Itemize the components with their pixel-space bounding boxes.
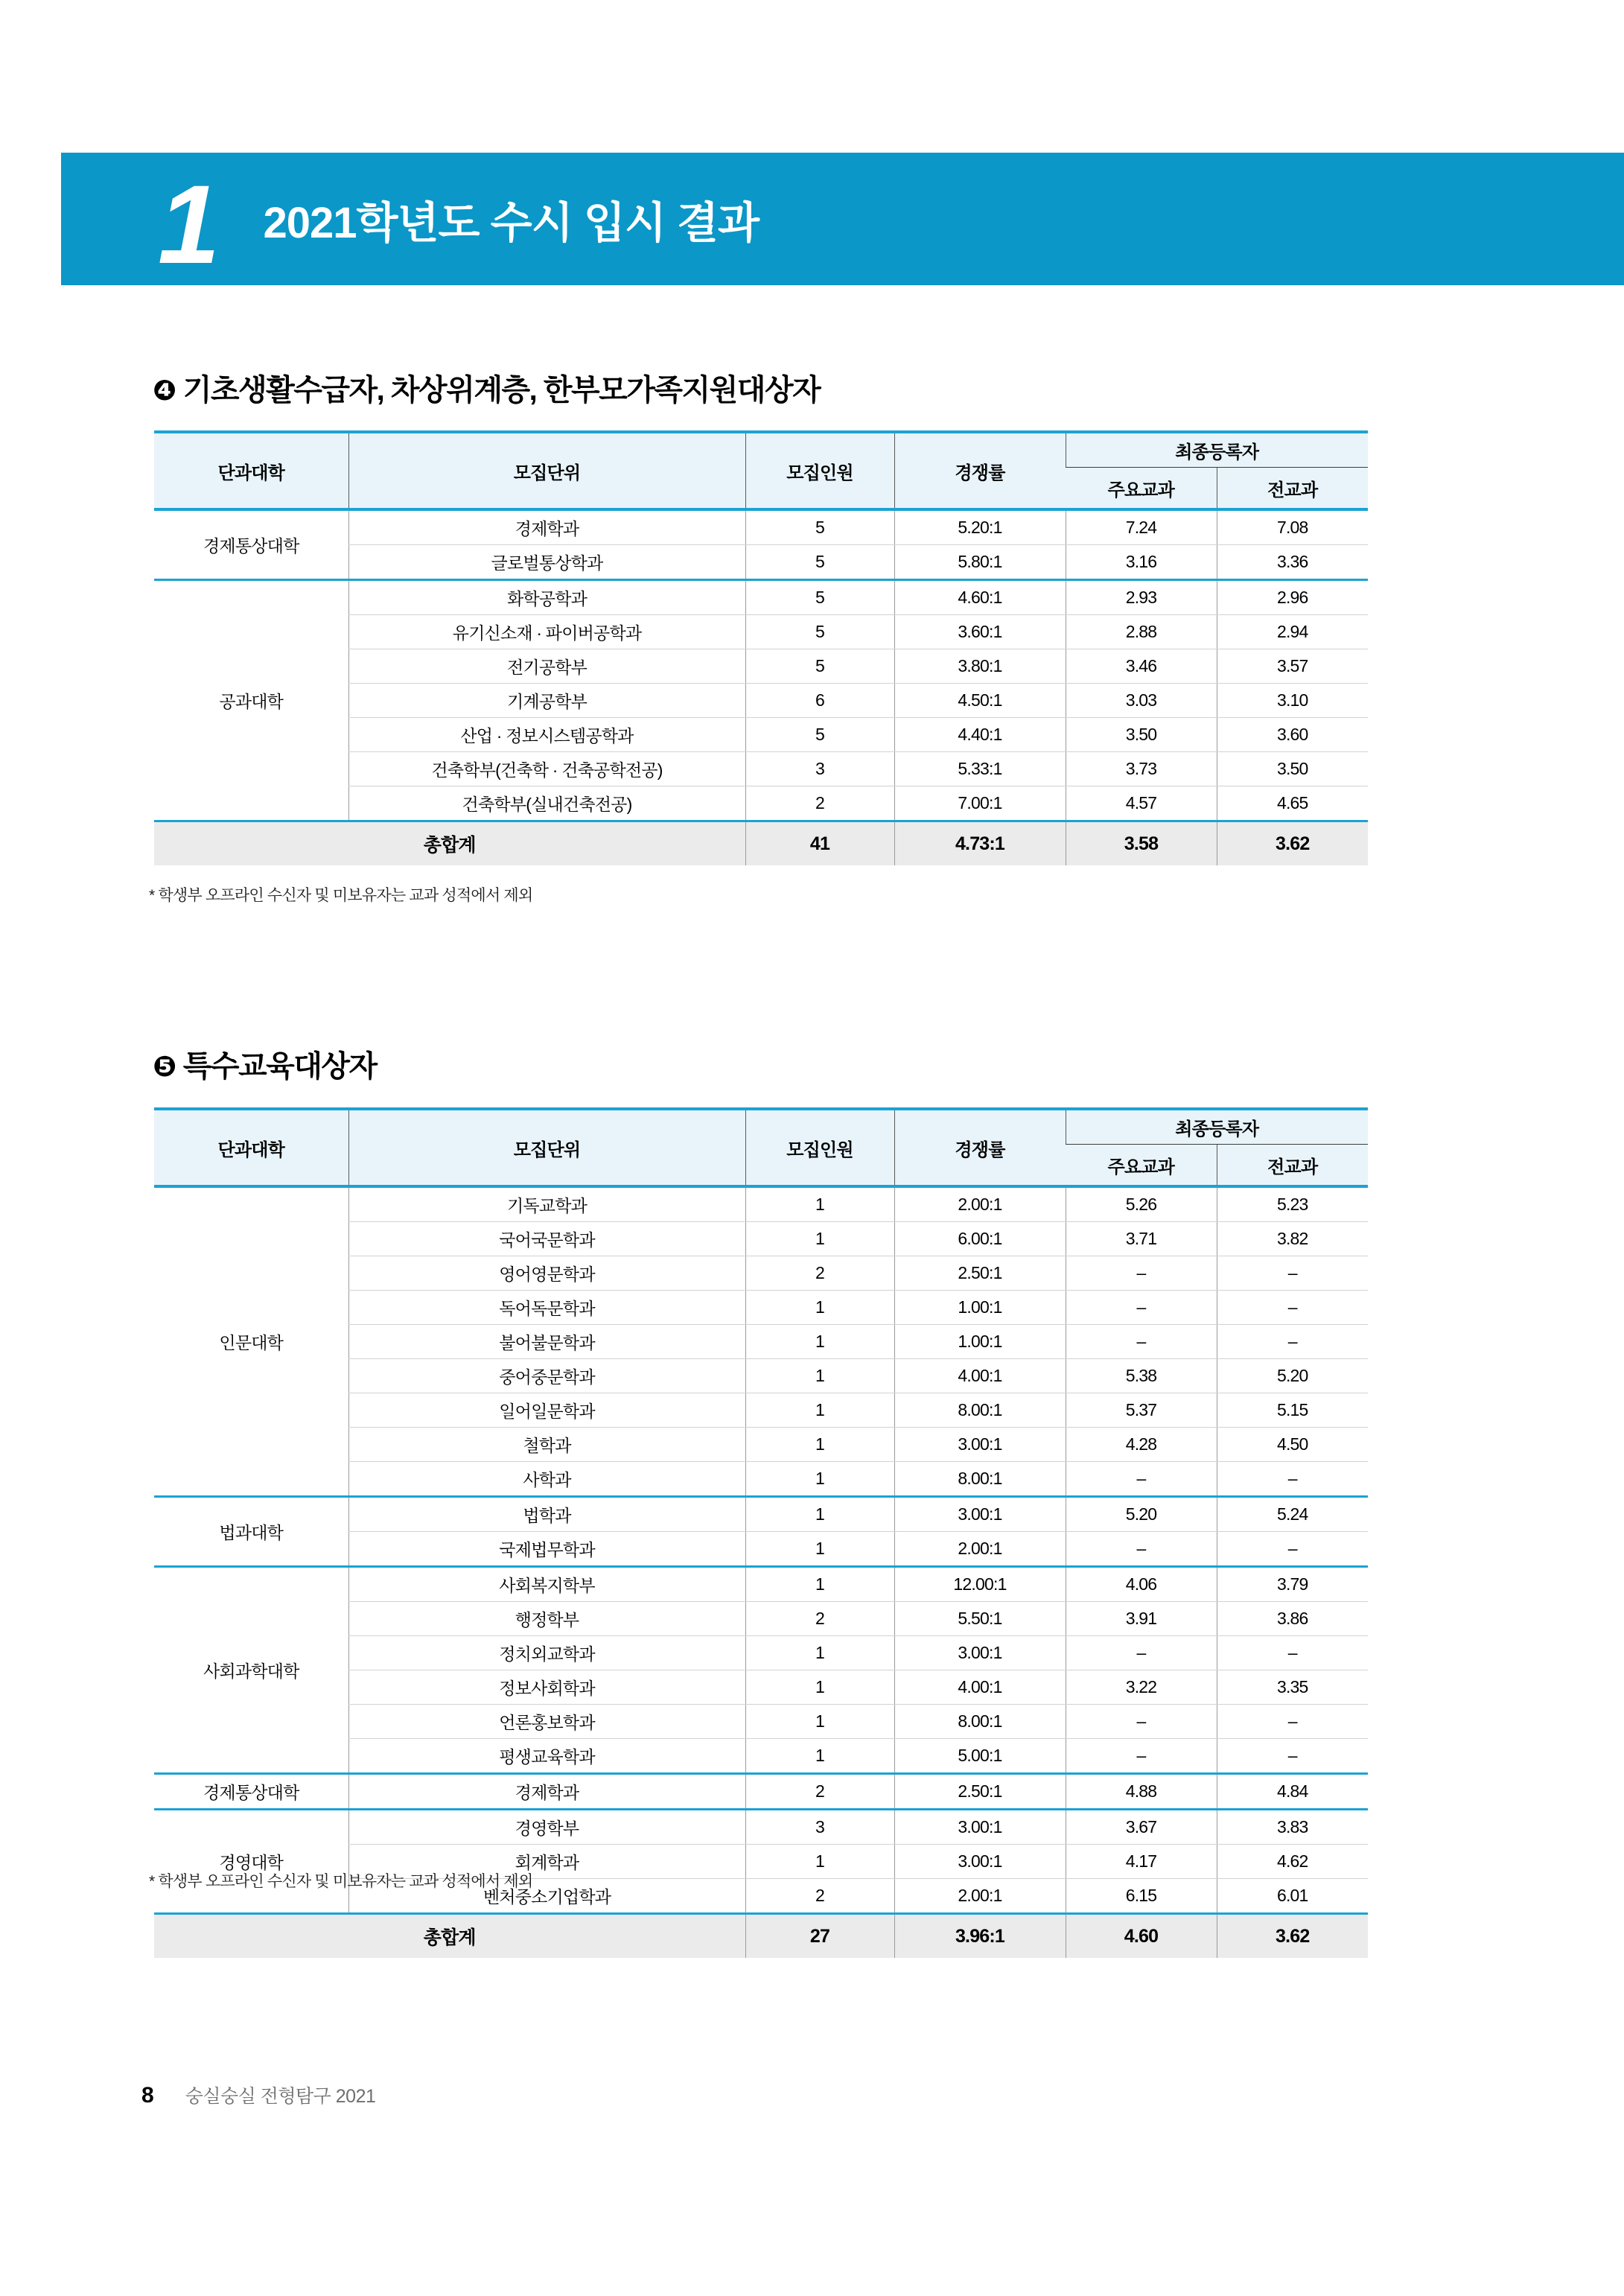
col-header-quota: 모집인원 <box>745 432 894 509</box>
cell-all-subjects: 3.35 <box>1217 1670 1368 1705</box>
cell-quota: 1 <box>745 1705 894 1739</box>
cell-ratio: 1.00:1 <box>894 1291 1066 1325</box>
cell-major-subjects: 3.71 <box>1066 1222 1217 1256</box>
cell-major-subjects: 5.26 <box>1066 1186 1217 1222</box>
col-header-college: 단과대학 <box>154 1109 348 1186</box>
table-row <box>154 580 1368 615</box>
cell-all-subjects: 2.96 <box>1217 580 1368 615</box>
cell-all-subjects: 6.01 <box>1217 1879 1368 1914</box>
cell-all-subjects: – <box>1217 1325 1368 1359</box>
cell-quota: 3 <box>745 1810 894 1845</box>
cell-unit: 벤처중소기업학과 <box>348 1879 745 1914</box>
cell-ratio: 3.00:1 <box>894 1428 1066 1462</box>
cell-college: 경영대학 <box>219 1853 284 1872</box>
cell-major-subjects: 3.91 <box>1066 1602 1217 1636</box>
cell-major-subjects: 6.15 <box>1066 1879 1217 1914</box>
cell-unit: 평생교육학과 <box>348 1739 745 1774</box>
cell-all-subjects: – <box>1217 1532 1368 1567</box>
cell-unit: 산업 · 정보시스템공학과 <box>348 718 745 752</box>
cell-quota: 1 <box>745 1636 894 1670</box>
cell-college: 법과대학 <box>154 1497 348 1567</box>
table-body-special-education <box>154 1186 1368 1958</box>
footnote-basic-livelihood: * 학생부 오프라인 수신자 및 미보유자는 교과 성적에서 제외 <box>149 887 533 904</box>
table-row <box>154 1497 1368 1532</box>
cell-major-subjects: 3.22 <box>1066 1670 1217 1705</box>
cell-total-quota: 27 <box>745 1914 894 1959</box>
cell-major-subjects: – <box>1066 1532 1217 1567</box>
col-header-major-subjects: 주요교과 <box>1066 468 1217 510</box>
cell-total-all-subjects: 3.62 <box>1217 1914 1368 1959</box>
cell-quota: 5 <box>745 509 894 545</box>
cell-major-subjects: 3.16 <box>1066 545 1217 580</box>
cell-unit: 영어영문학과 <box>348 1256 745 1291</box>
cell-ratio: 3.00:1 <box>894 1810 1066 1845</box>
cell-quota: 1 <box>745 1428 894 1462</box>
cell-major-subjects: 2.88 <box>1066 615 1217 649</box>
cell-quota: 1 <box>745 1325 894 1359</box>
cell-ratio: 2.50:1 <box>894 1256 1066 1291</box>
cell-ratio: 5.33:1 <box>894 752 1066 786</box>
cell-quota: 6 <box>745 684 894 718</box>
cell-ratio: 3.00:1 <box>894 1845 1066 1879</box>
cell-quota: 2 <box>745 1256 894 1291</box>
cell-ratio: 4.00:1 <box>894 1359 1066 1393</box>
cell-total-label: 총합계 <box>154 821 745 866</box>
cell-all-subjects: 3.60 <box>1217 718 1368 752</box>
cell-major-subjects: – <box>1066 1291 1217 1325</box>
cell-ratio: 3.60:1 <box>894 615 1066 649</box>
cell-ratio: 5.80:1 <box>894 545 1066 580</box>
cell-major-subjects: 5.38 <box>1066 1359 1217 1393</box>
cell-unit: 정보사회학과 <box>348 1670 745 1705</box>
cell-quota: 1 <box>745 1359 894 1393</box>
table-special-education <box>154 1107 1368 1958</box>
cell-college: 경제통상대학 <box>154 1774 348 1810</box>
cell-quota: 5 <box>745 649 894 684</box>
cell-unit: 글로벌통상학과 <box>348 545 745 580</box>
cell-ratio: 2.00:1 <box>894 1186 1066 1222</box>
col-header-major-subjects: 주요교과 <box>1066 1145 1217 1187</box>
cell-all-subjects: 3.10 <box>1217 684 1368 718</box>
cell-all-subjects: 4.62 <box>1217 1845 1368 1879</box>
col-header-final-enrolled: 최종등록자 <box>1066 432 1368 468</box>
cell-all-subjects: 3.83 <box>1217 1810 1368 1845</box>
cell-unit: 독어독문학과 <box>348 1291 745 1325</box>
cell-ratio: 2.00:1 <box>894 1879 1066 1914</box>
section-title-basic-livelihood <box>153 366 820 409</box>
cell-ratio: 1.00:1 <box>894 1325 1066 1359</box>
cell-quota: 1 <box>745 1845 894 1879</box>
cell-all-subjects: – <box>1217 1739 1368 1774</box>
cell-unit: 언론홍보학과 <box>348 1705 745 1739</box>
cell-quota: 1 <box>745 1222 894 1256</box>
cell-unit: 불어불문학과 <box>348 1325 745 1359</box>
cell-quota: 1 <box>745 1670 894 1705</box>
footnote-special-education: * 학생부 오프라인 수신자 및 미보유자는 교과 성적에서 제외 <box>149 1873 533 1890</box>
cell-total-major-subjects: 3.58 <box>1066 821 1217 866</box>
cell-quota: 1 <box>745 1532 894 1567</box>
cell-quota: 5 <box>745 580 894 615</box>
cell-unit: 기독교학과 <box>348 1186 745 1222</box>
cell-unit: 경영학부 <box>348 1810 745 1845</box>
cell-unit: 정치외교학과 <box>348 1636 745 1670</box>
cell-major-subjects: 5.37 <box>1066 1393 1217 1428</box>
cell-all-subjects: 3.36 <box>1217 545 1368 580</box>
col-header-quota: 모집인원 <box>745 1109 894 1186</box>
cell-major-subjects: 5.20 <box>1066 1497 1217 1532</box>
cell-unit: 일어일문학과 <box>348 1393 745 1428</box>
cell-unit: 건축학부(실내건축전공) <box>348 786 745 821</box>
cell-college: 사회과학대학 <box>154 1567 348 1774</box>
cell-ratio: 4.50:1 <box>894 684 1066 718</box>
cell-college: 인문대학 <box>154 1186 348 1497</box>
cell-all-subjects: 4.65 <box>1217 786 1368 821</box>
cell-major-subjects: 4.28 <box>1066 1428 1217 1462</box>
footer-publication-title: 숭실숭실 전형탐구 2021 <box>185 2086 376 2107</box>
section-heading-text-5: 특수교육대상자 <box>182 1050 377 1083</box>
cell-ratio: 4.60:1 <box>894 580 1066 615</box>
table-row <box>154 1186 1368 1222</box>
cell-major-subjects: 3.46 <box>1066 649 1217 684</box>
cell-unit: 국제법무학과 <box>348 1532 745 1567</box>
cell-major-subjects: 4.57 <box>1066 786 1217 821</box>
cell-ratio: 3.80:1 <box>894 649 1066 684</box>
cell-major-subjects: 3.03 <box>1066 684 1217 718</box>
banner-section-number: 1 <box>158 162 217 287</box>
cell-quota: 5 <box>745 718 894 752</box>
cell-all-subjects: 2.94 <box>1217 615 1368 649</box>
cell-ratio: 4.00:1 <box>894 1670 1066 1705</box>
cell-major-subjects: 3.73 <box>1066 752 1217 786</box>
cell-unit: 전기공학부 <box>348 649 745 684</box>
cell-college: 경제통상대학 <box>154 509 348 580</box>
cell-ratio: 3.00:1 <box>894 1497 1066 1532</box>
table-total-row <box>154 821 1368 866</box>
cell-quota: 1 <box>745 1739 894 1774</box>
cell-ratio: 7.00:1 <box>894 786 1066 821</box>
cell-college: 공과대학 <box>219 692 284 711</box>
cell-ratio: 4.40:1 <box>894 718 1066 752</box>
cell-all-subjects: – <box>1217 1705 1368 1739</box>
cell-quota: 2 <box>745 1602 894 1636</box>
cell-quota: 1 <box>745 1462 894 1497</box>
cell-unit: 유기신소재 · 파이버공학과 <box>348 615 745 649</box>
cell-major-subjects: 3.67 <box>1066 1810 1217 1845</box>
cell-total-ratio: 3.96:1 <box>894 1914 1066 1959</box>
col-header-all-subjects: 전교과 <box>1217 468 1368 510</box>
cell-unit: 경제학과 <box>348 1774 745 1810</box>
cell-all-subjects: 3.86 <box>1217 1602 1368 1636</box>
cell-unit: 법학과 <box>348 1497 745 1532</box>
cell-quota: 3 <box>745 752 894 786</box>
cell-all-subjects: 5.23 <box>1217 1186 1368 1222</box>
cell-ratio: 8.00:1 <box>894 1393 1066 1428</box>
cell-ratio: 5.00:1 <box>894 1739 1066 1774</box>
page-header-banner <box>61 153 1624 285</box>
cell-total-quota: 41 <box>745 821 894 866</box>
cell-major-subjects: – <box>1066 1325 1217 1359</box>
table-row <box>154 1567 1368 1602</box>
section-heading-text-4: 기초생활수급자, 차상위계층, 한부모가족지원대상자 <box>182 374 821 407</box>
cell-ratio: 6.00:1 <box>894 1222 1066 1256</box>
section-bullet-5: ❺ <box>153 1052 176 1083</box>
col-header-unit: 모집단위 <box>348 432 745 509</box>
cell-major-subjects: 3.50 <box>1066 718 1217 752</box>
cell-quota: 2 <box>745 1879 894 1914</box>
cell-unit: 경제학과 <box>348 509 745 545</box>
cell-ratio: 8.00:1 <box>894 1705 1066 1739</box>
cell-unit: 기계공학부 <box>348 684 745 718</box>
table-header-row <box>154 1109 1368 1145</box>
cell-unit: 화학공학과 <box>348 580 745 615</box>
cell-ratio: 8.00:1 <box>894 1462 1066 1497</box>
cell-quota: 1 <box>745 1291 894 1325</box>
cell-major-subjects: – <box>1066 1256 1217 1291</box>
cell-ratio: 2.00:1 <box>894 1532 1066 1567</box>
col-header-ratio: 경쟁률 <box>894 1109 1066 1186</box>
cell-quota: 1 <box>745 1186 894 1222</box>
table-total-row <box>154 1914 1368 1959</box>
cell-ratio: 3.00:1 <box>894 1636 1066 1670</box>
cell-all-subjects: 3.82 <box>1217 1222 1368 1256</box>
cell-quota: 2 <box>745 786 894 821</box>
cell-all-subjects: 3.79 <box>1217 1567 1368 1602</box>
cell-major-subjects: – <box>1066 1705 1217 1739</box>
cell-all-subjects: 4.84 <box>1217 1774 1368 1810</box>
table-row <box>154 1810 1368 1845</box>
col-header-ratio: 경쟁률 <box>894 432 1066 509</box>
cell-major-subjects: 7.24 <box>1066 509 1217 545</box>
table-header-row <box>154 432 1368 468</box>
cell-major-subjects: 4.88 <box>1066 1774 1217 1810</box>
cell-quota: 1 <box>745 1497 894 1532</box>
cell-unit: 중어중문학과 <box>348 1359 745 1393</box>
col-header-final-enrolled: 최종등록자 <box>1066 1109 1368 1145</box>
banner-title: 2021학년도 수시 입시 결과 <box>263 199 760 247</box>
cell-quota: 1 <box>745 1393 894 1428</box>
cell-quota: 1 <box>745 1567 894 1602</box>
section-title-special-education <box>153 1043 377 1085</box>
cell-all-subjects: – <box>1217 1462 1368 1497</box>
cell-unit: 사학과 <box>348 1462 745 1497</box>
cell-ratio: 5.50:1 <box>894 1602 1066 1636</box>
cell-all-subjects: 5.24 <box>1217 1497 1368 1532</box>
cell-quota: 2 <box>745 1774 894 1810</box>
col-header-college: 단과대학 <box>154 432 348 509</box>
table-body-basic-livelihood <box>154 509 1368 865</box>
table-basic-livelihood <box>154 430 1368 865</box>
cell-major-subjects: – <box>1066 1462 1217 1497</box>
page-number: 8 <box>141 2083 154 2108</box>
cell-total-label: 총합계 <box>154 1914 745 1959</box>
cell-ratio: 5.20:1 <box>894 509 1066 545</box>
col-header-unit: 모집단위 <box>348 1109 745 1186</box>
cell-major-subjects: – <box>1066 1636 1217 1670</box>
cell-all-subjects: 3.50 <box>1217 752 1368 786</box>
cell-all-subjects: 3.57 <box>1217 649 1368 684</box>
cell-all-subjects: 4.50 <box>1217 1428 1368 1462</box>
cell-total-ratio: 4.73:1 <box>894 821 1066 866</box>
cell-unit: 건축학부(건축학 · 건축공학전공) <box>348 752 745 786</box>
cell-major-subjects: 4.17 <box>1066 1845 1217 1879</box>
section-bullet-4: ❹ <box>153 375 176 407</box>
cell-unit: 철학과 <box>348 1428 745 1462</box>
cell-unit: 사회복지학부 <box>348 1567 745 1602</box>
cell-ratio: 2.50:1 <box>894 1774 1066 1810</box>
cell-all-subjects: – <box>1217 1256 1368 1291</box>
cell-total-all-subjects: 3.62 <box>1217 821 1368 866</box>
cell-total-major-subjects: 4.60 <box>1066 1914 1217 1959</box>
cell-all-subjects: – <box>1217 1636 1368 1670</box>
cell-quota: 5 <box>745 545 894 580</box>
table-row <box>154 1774 1368 1810</box>
cell-all-subjects: – <box>1217 1291 1368 1325</box>
cell-ratio: 12.00:1 <box>894 1567 1066 1602</box>
table-row <box>154 509 1368 545</box>
cell-major-subjects: – <box>1066 1739 1217 1774</box>
cell-all-subjects: 5.20 <box>1217 1359 1368 1393</box>
cell-major-subjects: 4.06 <box>1066 1567 1217 1602</box>
page-footer <box>141 2082 375 2108</box>
cell-all-subjects: 7.08 <box>1217 509 1368 545</box>
cell-all-subjects: 5.15 <box>1217 1393 1368 1428</box>
cell-quota: 5 <box>745 615 894 649</box>
cell-unit: 국어국문학과 <box>348 1222 745 1256</box>
cell-unit: 행정학부 <box>348 1602 745 1636</box>
cell-unit: 회계학과 <box>348 1845 745 1879</box>
col-header-all-subjects: 전교과 <box>1217 1145 1368 1187</box>
cell-major-subjects: 2.93 <box>1066 580 1217 615</box>
